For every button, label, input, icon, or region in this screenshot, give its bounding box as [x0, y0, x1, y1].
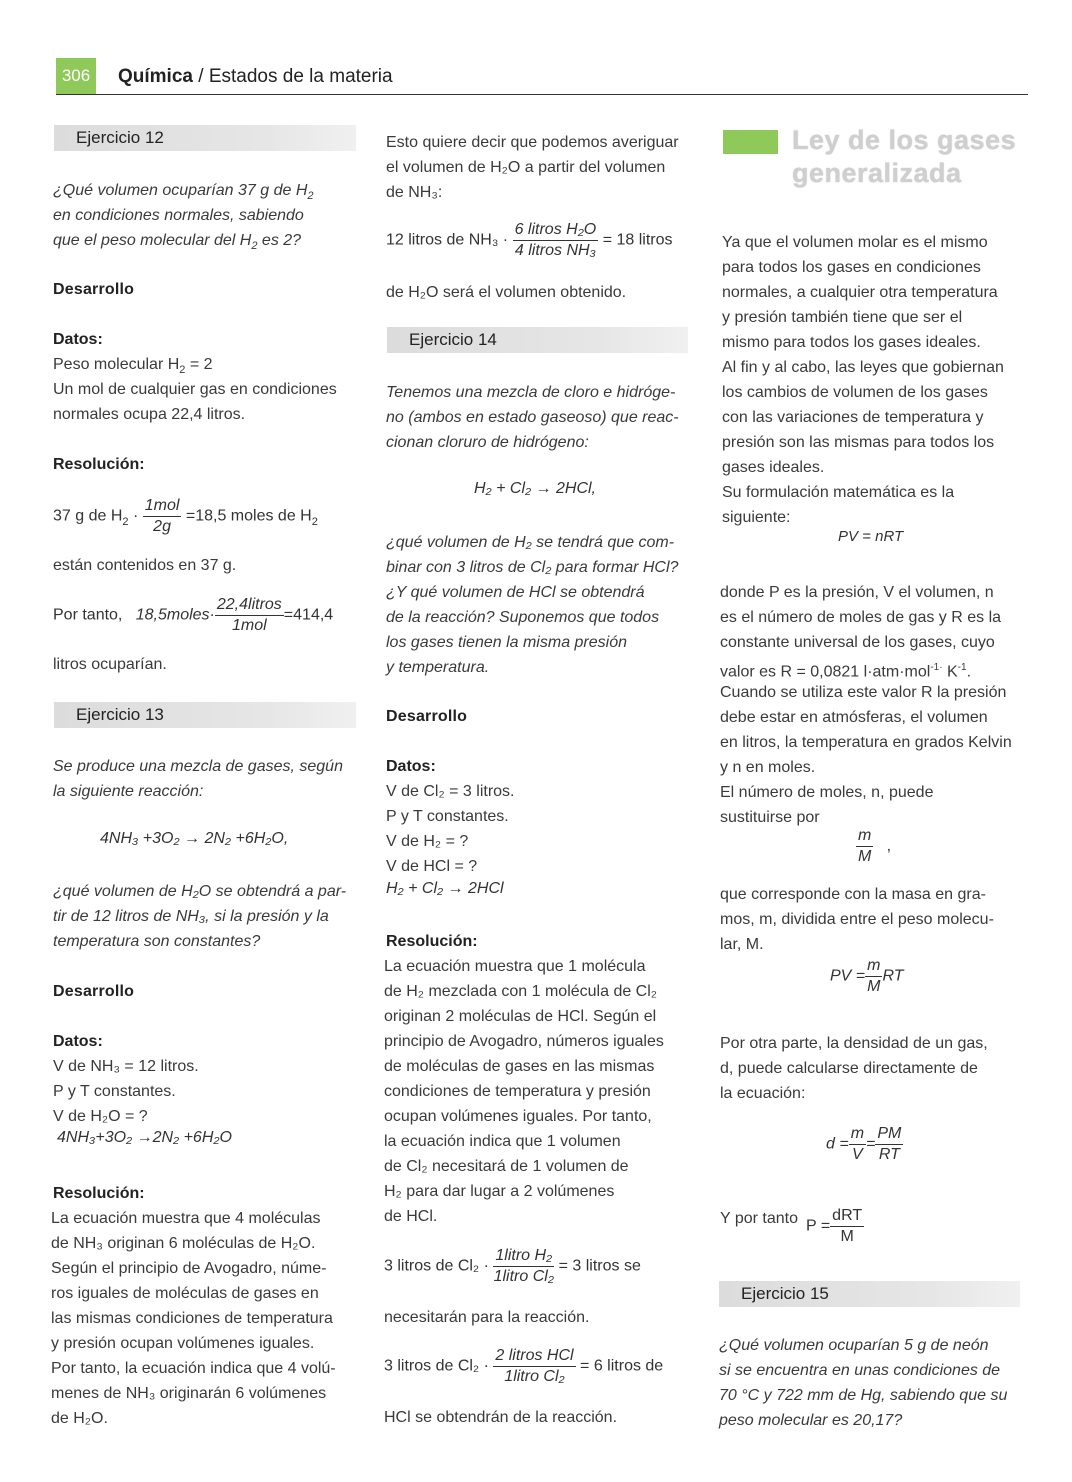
ex12-data-line: normales ocupa 22,4 litros. [53, 406, 246, 423]
col3-text-line: valor es R = 0,0821 l·atm·mol$^{-1\cdot}$ $K^{-1}$. [720, 662, 972, 681]
ex15-question-line: 70 °C y 722 mm de Hg, sabiendo que su [719, 1387, 1008, 1404]
resolucion-heading: Resolución: [53, 456, 145, 473]
col3-text-line: Y por tanto [720, 1210, 798, 1227]
col3-text-line: en litros, la temperatura en grados Kelvin [720, 734, 1012, 751]
density-equation: d = $\frac{m}{V}$ = $\frac{PM}{RT}$ [826, 1125, 902, 1163]
col3-text-line: Su formulación matemática es la [722, 484, 955, 501]
ex13-resolution-line: de NH₃ originan 6 moléculas de H₂O. [51, 1235, 316, 1252]
ex12-result-line: están contenidos en 37 g. [53, 557, 237, 574]
ex13-resolution-line: Según el principio de Avogadro, núme- [51, 1260, 327, 1277]
page-number: 306 [56, 58, 96, 94]
ex12-question-line: ¿Qué volumen ocuparían 37 g de $H_2$ [53, 182, 314, 203]
ex14-question-line: cionan cloruro de hidrógeno: [386, 434, 589, 451]
col3-text-line: debe estar en atmósferas, el volumen [720, 709, 988, 726]
ex14-data-line: P y T constantes. [386, 808, 509, 825]
page-header-title: Química / Estados de la materia [118, 66, 393, 87]
col3-text-line: con las variaciones de temperatura y [722, 409, 984, 426]
col3-text-line: donde P es la presión, V el volumen, n [720, 584, 994, 601]
ex13-data-line: P y T constantes. [53, 1083, 176, 1100]
col3-text-line: Al fin y al cabo, las leyes que gobiernan [722, 359, 1004, 376]
ex14-resolution-line: principio de Avogadro, números iguales [384, 1033, 664, 1050]
exercise-14-heading: Ejercicio 14 [387, 327, 688, 353]
ex12-formula-1: 37 g de $H_2$ · $\frac{\text{1mol}}{2g}$ =18,5 moles de $H_2$ [53, 497, 318, 535]
col3-text-line: normales, a cualquier otra temperatura [722, 284, 998, 301]
exercise-15-heading: Ejercicio 15 [719, 1281, 1020, 1307]
ex12-question-line: que el peso molecular del $H_2$ es 2? [53, 232, 302, 253]
ex14-resolution-line: de HCl. [384, 1208, 438, 1225]
ex14-resolution-line: originan 2 moléculas de HCl. Según el [384, 1008, 657, 1025]
ex14-question-line: binar con 3 litros de Cl₂ para formar HCl? [386, 559, 679, 576]
ex13-question-line: tir de 12 litros de NH₃, si la presión y la [53, 908, 329, 925]
ex14-data-line: V de HCl = ? [386, 858, 478, 875]
col3-text-line: Cuando se utiliza este valor R la presión [720, 684, 1007, 701]
col3-text-line: siguiente: [722, 509, 791, 526]
desarrollo-heading: Desarrollo [53, 983, 135, 1000]
pressure-equation: P = $\frac{\text{dRT}}{M}$ [806, 1207, 863, 1245]
gas-law-mass-equation: PV = $\frac{m}{M}$ RT [830, 957, 904, 995]
ex14-resolution-line: La ecuación muestra que 1 molécula [384, 958, 646, 975]
col3-text-line: y presión también tiene que ser el [722, 309, 963, 326]
col2-text-line: necesitarán para la reacción. [384, 1309, 590, 1326]
resolucion-heading: Resolución: [53, 1185, 145, 1202]
col3-text-line: la ecuación: [720, 1085, 806, 1102]
col3-text-line: El número de moles, n, puede [720, 784, 934, 801]
col3-text-line: lar, M. [720, 936, 764, 953]
col3-text-line: d, puede calcularse directamente de [720, 1060, 978, 1077]
ex12-data-line: Peso molecular $H_2 = 2$ [53, 356, 213, 377]
ex13-resolution-line: Por tanto, la ecuación indica que 4 volú- [51, 1360, 336, 1377]
ex14-resolution-line: H₂ para dar lugar a 2 volúmenes [384, 1183, 615, 1200]
col3-text-line: constante universal de los gases, cuyo [720, 634, 995, 651]
desarrollo-heading: Desarrollo [53, 281, 135, 298]
col2-text-line: HCl se obtendrán de la reacción. [384, 1409, 618, 1426]
col3-text-line: que corresponde con la masa en gra- [720, 886, 986, 903]
ex14-resolution-line: de moléculas de gases en las mismas [384, 1058, 655, 1075]
ex14-formula-hcl: 3 litros de Cl₂ · $\frac{\text{2 litros HCl}}{\text{1litro Cl₂}}$ = 6 litros de [384, 1347, 664, 1385]
datos-heading: Datos: [386, 758, 436, 775]
col3-text-line: Por otra parte, la densidad de un gas, [720, 1035, 988, 1052]
ex14-data-line: V de Cl₂ = 3 litros. [386, 783, 515, 800]
header-rule [56, 94, 1028, 95]
section-title: Ley de los gases generalizada [792, 125, 1017, 188]
col3-text-line: para todos los gases en condiciones [722, 259, 981, 276]
ex14-resolution-line: de H₂ mezclada con 1 molécula de Cl₂ [384, 983, 657, 1000]
ex15-question-line: peso molecular es 20,17? [719, 1412, 903, 1429]
col3-text-line: los cambios de volumen de los gases [722, 384, 988, 401]
ex14-data-equation: H₂ + Cl₂ → 2HCl [386, 880, 504, 897]
ex13-question-line: ¿qué volumen de H₂O se obtendrá a par- [53, 883, 347, 900]
col2-text-line: el volumen de H₂O a partir del volumen [386, 159, 666, 176]
ex13-resolution-line: las mismas condiciones de temperatura [51, 1310, 333, 1327]
col3-text-line: y n en moles. [720, 759, 816, 776]
ex14-resolution-line: la ecuación indica que 1 volumen [384, 1133, 621, 1150]
ideal-gas-equation: PV = nRT [838, 528, 904, 545]
ex14-reaction-equation: H₂ + Cl₂ → 2HCl, [474, 480, 596, 497]
ex12-question-line: en condiciones normales, sabiendo [53, 207, 304, 224]
ex13-data-line: V de H₂O = ? [53, 1108, 148, 1125]
ex14-resolution-line: de Cl₂ necesitará de 1 volumen de [384, 1158, 629, 1175]
col3-text-line: es el número de moles de gas y R es la [720, 609, 1002, 626]
ex13-question-line: temperatura son constantes? [53, 933, 261, 950]
col3-text-line: mos, m, dividida entre el peso molecu- [720, 911, 994, 928]
ex14-resolution-line: ocupan volúmenes iguales. Por tanto, [384, 1108, 652, 1125]
ex14-question-line: los gases tienen la misma presión [386, 634, 628, 651]
ex13-reaction-equation: 4NH₃ +3O₂ → 2N₂ +6H₂O, [100, 830, 289, 847]
col3-text-line: sustituirse por [720, 809, 820, 826]
ex15-question-line: ¿Qué volumen ocuparían 5 g de neón [719, 1337, 989, 1354]
ex13-formula-h2o: 12 litros de NH₃ · $\frac{\text{6 litros H₂O}}{\text{4 litros NH₃}}$ = 18 litros [386, 221, 673, 259]
col2-text-line: de NH₃: [386, 184, 443, 201]
ex14-question-line: no (ambos en estado gaseoso) que reac- [386, 409, 679, 426]
ex14-question-line: ¿Y qué volumen de HCl se obtendrá [386, 584, 645, 601]
ex12-formula-2: Por tanto, 18,5moles· $\frac{\text{22,4litros}}{\text{1mol}}$ =414,4 [53, 596, 334, 634]
datos-heading: Datos: [53, 331, 103, 348]
ex13-resolution-line: ros iguales de moléculas de gases en [51, 1285, 319, 1302]
col3-text-line: presión son las mismas para todos los [722, 434, 995, 451]
ex13-resolution-line: La ecuación muestra que 4 moléculas [51, 1210, 321, 1227]
ex14-resolution-line: condiciones de temperatura y presión [384, 1083, 651, 1100]
ex14-data-line: V de H₂ = ? [386, 833, 469, 850]
ex15-question-line: si se encuentra en unas condiciones de [719, 1362, 1001, 1379]
ex13-resolution-line: de H₂O. [51, 1410, 108, 1427]
ex14-question-line: y temperatura. [386, 659, 490, 676]
ex14-question-line: Tenemos una mezcla de cloro e hidróge- [386, 384, 676, 401]
col3-text-line: Ya que el volumen molar es el mismo [722, 234, 988, 251]
ex13-resolution-line: menes de NH₃ originarán 6 volúmenes [51, 1385, 327, 1402]
exercise-12-heading: Ejercicio 12 [54, 125, 356, 151]
ex12-data-line: Un mol de cualquier gas en condiciones [53, 381, 337, 398]
ex14-formula-h2: 3 litros de Cl₂ · $\frac{\text{1litro H₂}}{\text{1litro Cl₂}}$ = 3 litros se [384, 1247, 641, 1285]
ex12-result-line: litros ocuparían. [53, 656, 167, 673]
section-title-marker [723, 130, 778, 154]
col2-text-line: de H₂O será el volumen obtenido. [386, 284, 627, 301]
exercise-13-heading: Ejercicio 13 [54, 702, 356, 728]
ex13-data-equation: 4NH₃+3O₂ →2N₂ +6H₂O [57, 1129, 232, 1146]
ex14-question-line: de la reacción? Suponemos que todos [386, 609, 660, 626]
datos-heading: Datos: [53, 1033, 103, 1050]
resolucion-heading: Resolución: [386, 933, 478, 950]
ex13-data-line: V de NH₃ = 12 litros. [53, 1058, 199, 1075]
desarrollo-heading: Desarrollo [386, 708, 468, 725]
col3-text-line: gases ideales. [722, 459, 825, 476]
ex14-question-line: ¿qué volumen de H₂ se tendrá que com- [386, 534, 675, 551]
col3-text-line: mismo para todos los gases ideales. [722, 334, 981, 351]
ex13-question-line: Se produce una mezcla de gases, según [53, 758, 343, 775]
ex13-resolution-line: y presión ocupan volúmenes iguales. [51, 1335, 315, 1352]
ex13-question-line: la siguiente reacción: [53, 783, 204, 800]
moles-fraction: $\frac{m}{M}$ , [858, 827, 892, 865]
col2-text-line: Esto quiere decir que podemos averiguar [386, 134, 679, 151]
